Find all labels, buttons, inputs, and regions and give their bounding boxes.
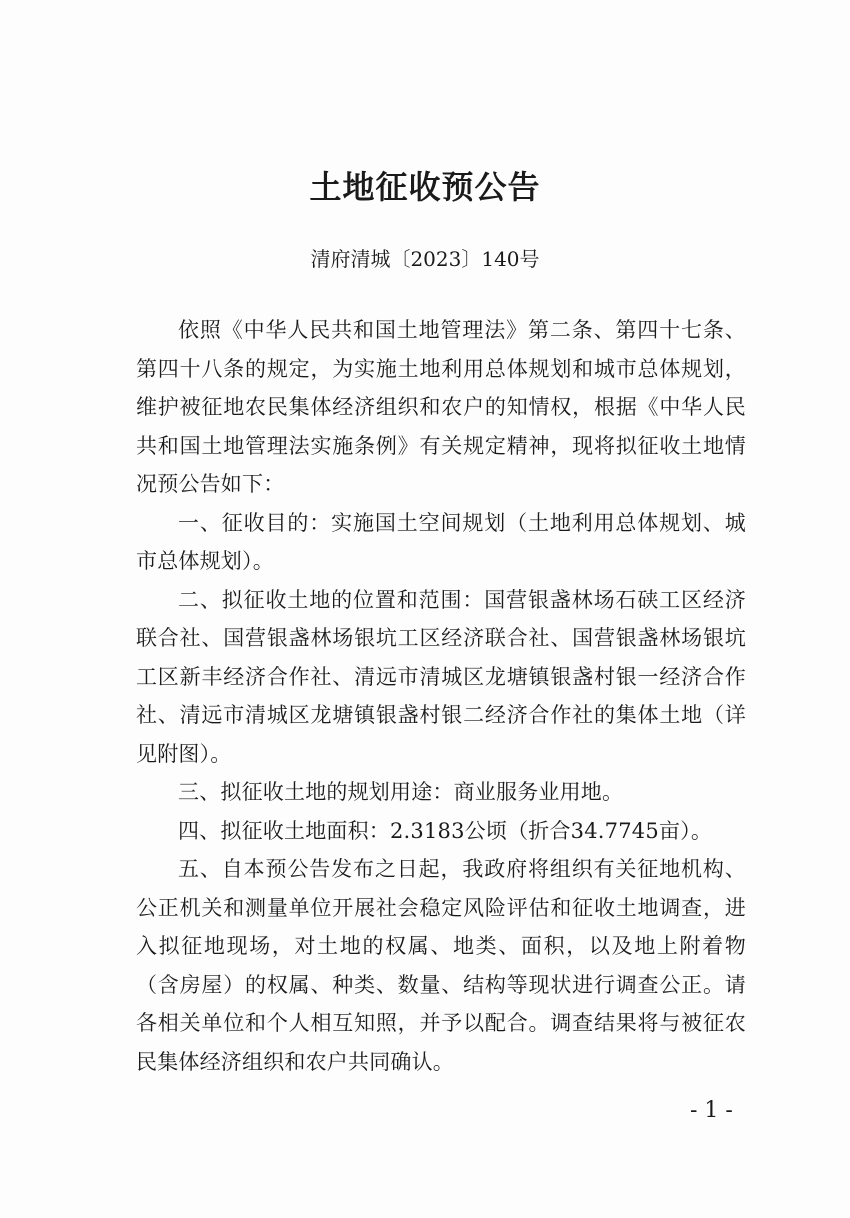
paragraph-purpose: 一、征收目的：实施国土空间规划（土地利用总体规划、城市总体规划）。 [136, 510, 746, 573]
document-title: 土地征收预公告 [309, 168, 541, 206]
paragraph-survey: 五、自本预公告发布之日起，我政府将组织有关征地机构、公正机关和测量单位开展社会稳定风险评估和征收土地调查，进入拟征地现场，对土地的权属、地类、面积，以及地上附着物（含房屋）的权属、种类、数量、结构等现状进行调查公正。请各相关单位和个人相互知照，并予以配合。调查结果将与被征农民集体经济组织和农户共同确认。 [136, 857, 746, 1074]
paragraph-usage: 三、拟征收土地的规划用途：商业服务业用地。 [178, 780, 624, 804]
page-number: - 1 - [690, 1098, 733, 1123]
paragraph-location: 二、拟征收土地的位置和范围：国营银盏林场石硖工区经济联合社、国营银盏林场银坑工区经济联合社、国营银盏林场银坑工区新丰经济合作社、清远市清城区龙塘镇银盏村银一经济合作社、清远市清城区龙塘镇银盏村银二经济合作社的集体土地（详见附图）。 [136, 587, 746, 766]
paragraph-intro: 依照《中华人民共和国土地管理法》第二条、第四十七条、第四十八条的规定，为实施土地利用总体规划和城市总体规划，维护被征地农民集体经济组织和农户的知情权，根据《中华人民共和国土地管理法实施条例》有关规定精神，现将拟征收土地情况预公告如下： [136, 318, 746, 496]
document-number: 清府清城〔2023〕140号 [310, 247, 540, 271]
document-body [136, 311, 746, 1081]
paragraph-area: 四、拟征收土地面积：2.3183公顷（折合34.7745亩）。 [178, 818, 713, 843]
